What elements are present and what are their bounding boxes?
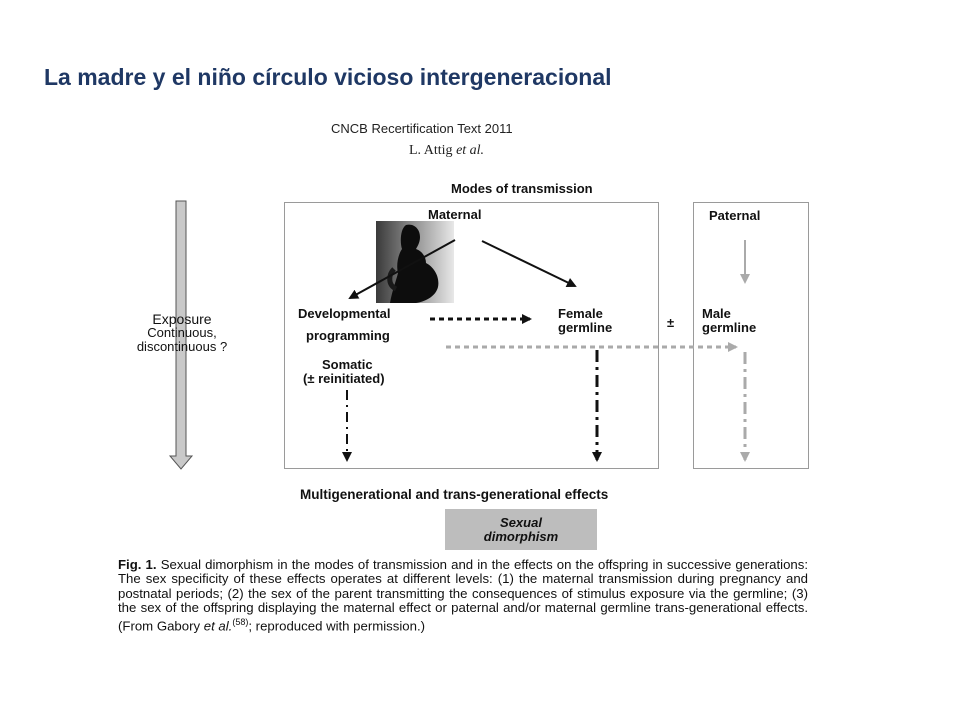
somatic-label-1: Somatic <box>322 357 373 372</box>
arrow-maternal-to-female <box>482 241 575 286</box>
exposure-line-2: Continuous, <box>147 325 217 340</box>
female-label-1: Female <box>558 306 603 321</box>
maternal-label: Maternal <box>428 207 482 222</box>
slide-title: La madre y el niño círculo vicioso intergeneracional <box>44 64 612 90</box>
somatic-label-2: (± reinitiated) <box>303 371 385 386</box>
male-label-1: Male <box>702 306 731 321</box>
figure-caption <box>118 558 808 634</box>
sexual-dimorphism-box <box>445 509 597 550</box>
exposure-label <box>118 312 246 354</box>
caption-label: Fig. 1. <box>118 557 157 572</box>
caption-text: Sexual dimorphism in the modes of transmission and in the effects on the offspring in successive generations: The sex specificity of these effects operates at different levels: (1) the maternal transmission during pregnancy and postnatal periods; (2) the sex of the parent transmitting the consequences of stimulus exposure via the germline; (3) the sex of the offspring displaying the maternal effect or paternal and/or maternal germline trans-generational effects. (From Gabory <box>118 557 809 634</box>
exposure-line-1: Exposure <box>152 311 212 327</box>
modes-title: Modes of transmission <box>451 181 593 196</box>
developmental-label-1: Developmental <box>298 306 391 321</box>
exposure-line-3: discontinuous ? <box>136 339 228 354</box>
paternal-label: Paternal <box>709 208 761 223</box>
author-name: L. Attig <box>409 143 453 158</box>
sexual-line-1: Sexual <box>500 515 542 530</box>
caption-etal: et al. <box>203 618 233 634</box>
developmental-label-2: programming <box>306 328 390 343</box>
caption-ref: (58) <box>232 617 249 628</box>
male-label-2: germline <box>702 320 757 335</box>
effects-title: Multigenerational and trans-generational effects <box>300 487 609 502</box>
author-suffix: et al. <box>456 143 485 158</box>
sexual-line-2: dimorphism <box>483 529 559 544</box>
plus-minus-label: ± <box>667 315 675 330</box>
figure-header: CNCB Recertification Text 2011 <box>331 121 513 136</box>
arrow-maternal-to-developmental <box>350 240 455 298</box>
caption-end: ; reproduced with permission.) <box>248 618 425 634</box>
female-label-2: germline <box>558 320 613 335</box>
